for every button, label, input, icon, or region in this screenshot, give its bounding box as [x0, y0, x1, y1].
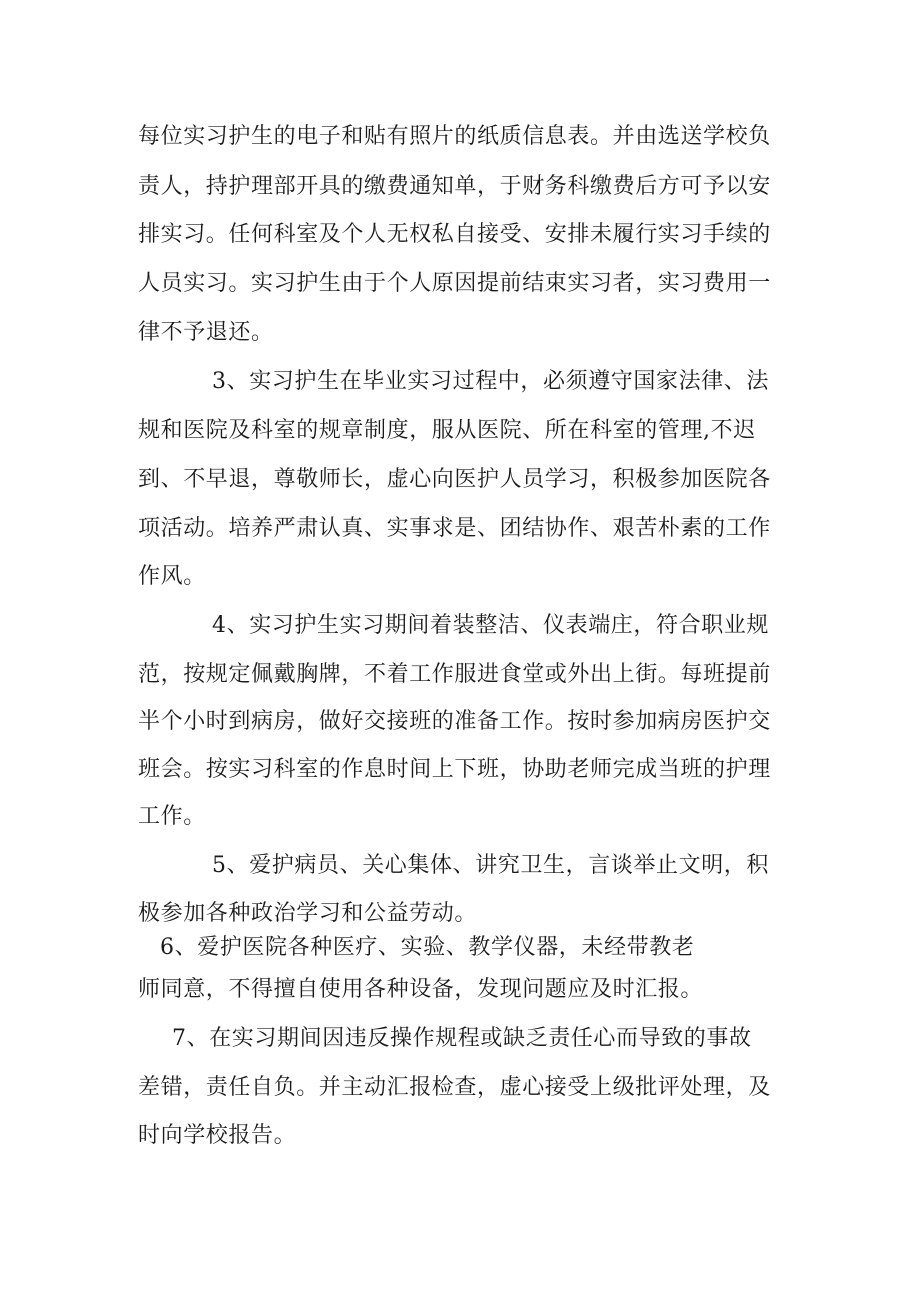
paragraph-3-line-3: 到、不早退，尊敬师长，虚心向医护人员学习，积极参加医院各	[138, 467, 771, 492]
paragraph-7-line-1: 7、在实习期间因违反操作规程或缺乏责任心而导致的事故	[172, 1026, 752, 1051]
paragraph-1-line-2: 责人，持护理部开具的缴费通知单，于财务科缴费后方可予以安	[138, 174, 771, 199]
paragraph-4-line-4: 班会。按实习科室的作息时间上下班，协助老师完成当班的护理	[138, 757, 771, 782]
paragraph-4-line-2: 范，按规定佩戴胸牌，不着工作服进食堂或外出上街。每班提前	[138, 662, 771, 687]
paragraph-4-line-5: 工作。	[138, 804, 206, 829]
paragraph-4-line-1: 4、实习护生实习期间着装整洁、仪表端庄，符合职业规	[212, 613, 769, 638]
paragraph-5-line-1: 5、爱护病员、关心集体、讲究卫生，言谈举止文明，积	[212, 853, 769, 878]
paragraph-6-line-1: 6、爱护医院各种医疗、实验、教学仪器，未经带教老	[160, 935, 695, 960]
paragraph-3-line-1: 3、实习护生在毕业实习过程中，必须遵守国家法律、法	[212, 369, 769, 394]
paragraph-3-line-4: 项活动。培养严肃认真、实事求是、团结协作、艰苦朴素的工作	[138, 516, 771, 541]
paragraph-1-line-4: 人员实习。实习护生由于个人原因提前结束实习者，实习费用一	[138, 271, 771, 296]
paragraph-4-line-3: 半个小时到病房，做好交接班的准备工作。按时参加病房医护交	[138, 709, 771, 734]
paragraph-3-line-5: 作风。	[138, 564, 206, 589]
paragraph-6-line-2: 师同意，不得擅自使用各种设备，发现问题应及时汇报。	[138, 977, 704, 1002]
paragraph-1-line-3: 排实习。任何科室及个人无权私自接受、安排未履行实习手续的	[138, 222, 771, 247]
paragraph-1-line-5: 律不予退还。	[138, 320, 274, 345]
paragraph-3-line-2: 规和医院及科室的规章制度，服从医院、所在科室的管理,不迟	[138, 418, 756, 443]
paragraph-7-line-3: 时向学校报告。	[138, 1123, 297, 1148]
paragraph-5-line-2: 极参加各种政治学习和公益劳动。	[138, 901, 478, 926]
paragraph-7-line-2: 差错，责任自负。并主动汇报检查，虚心接受上级批评处理，及	[138, 1075, 771, 1100]
paragraph-1-line-1: 每位实习护生的电子和贴有照片的纸质信息表。并由选送学校负	[138, 124, 771, 149]
